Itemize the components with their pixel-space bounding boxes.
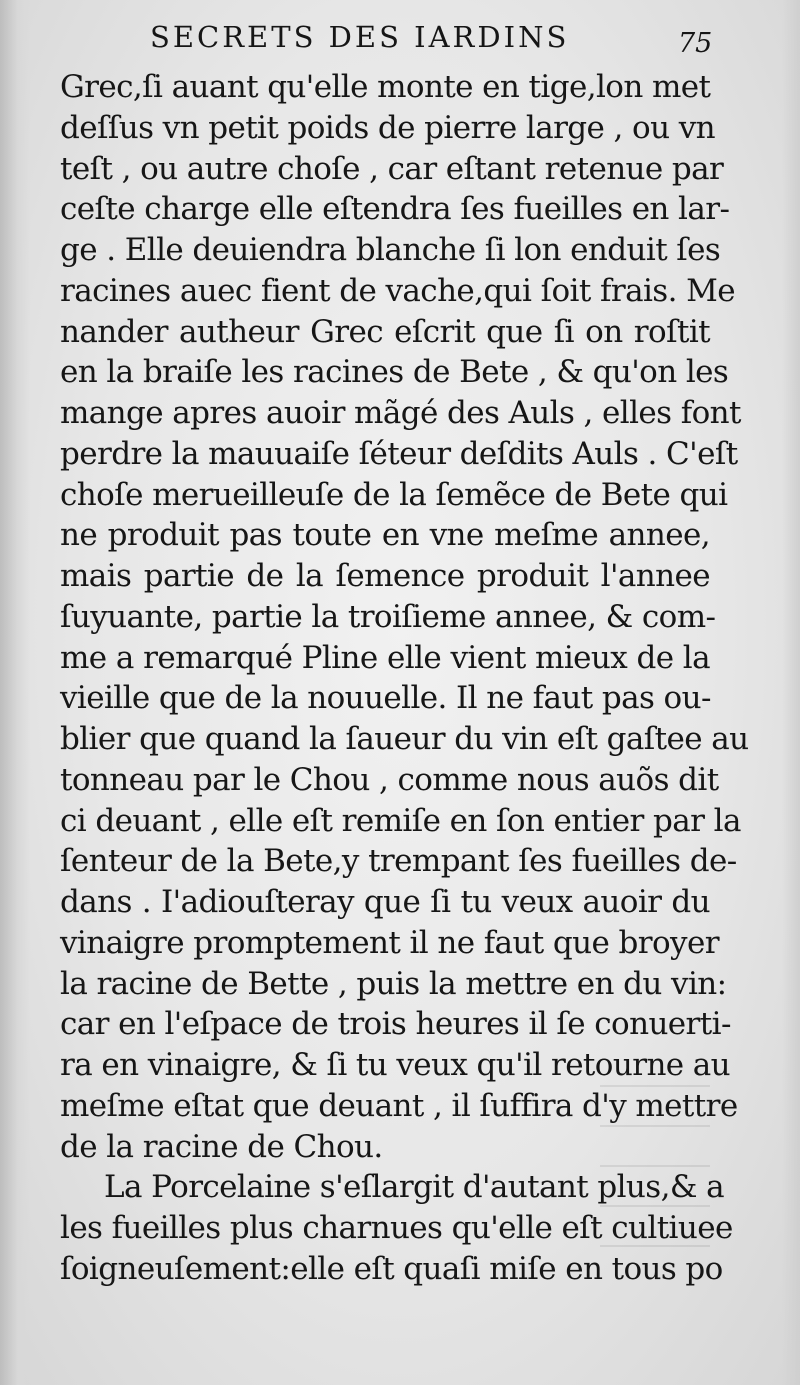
text-line: la racine de Bette , puis la mettre en du vin:: [60, 965, 727, 1002]
show-through-bleed: [600, 1085, 710, 1275]
text-line: vieille que de la nouuelle. Il ne faut pas ou-: [60, 680, 711, 717]
text-line: ſoigneuſement:elle eſt quaſi miſe en tous po: [60, 1250, 723, 1287]
text-line: ſenteur de la Bete,y trempant ſes fueilles de-: [60, 843, 737, 880]
text-line: nander autheur Grec eſcrit que ſi on roſtit: [60, 313, 710, 350]
text-line: ci deuant , elle eſt remiſe en ſon entier par la: [60, 802, 741, 839]
paragraph-end-line: de la racine de Chou.: [60, 1128, 383, 1165]
text-line: ſuyuante, partie la troiſieme annee, & com-: [60, 598, 716, 635]
text-line: dans . I'adiouſteray que ſi tu veux auoir du: [60, 884, 710, 920]
text-line: choſe merueilleuſe de la ſemẽce de Bete qui: [60, 476, 728, 513]
text-line: me a remarqué Pline elle vient mieux de la: [60, 639, 710, 676]
text-line: tonneau par le Chou , comme nous auõs dit: [60, 761, 719, 798]
text-line: ceſte charge elle eſtendra ſes fueilles en lar-: [60, 191, 730, 228]
text-line: Grec,ſi auant qu'elle monte en tige,lon met: [60, 69, 711, 105]
text-line: blier que quand la ſaueur du vin eſt gaſtee au: [60, 721, 749, 757]
text-line: mais partie de la ſemence produit l'annee: [60, 558, 710, 594]
text-line: en la braiſe les racines de Bete , & qu'on les: [60, 354, 729, 391]
text-line: ge . Elle deuiendra blanche ſi lon enduit ſes: [60, 232, 721, 268]
gutter-shadow: [0, 0, 30, 1385]
text-line: vinaigre promptement il ne faut que broyer: [60, 924, 719, 961]
text-line: ra en vinaigre, & ſi tu veux qu'il retourne au: [60, 1047, 731, 1083]
text-line: teſt , ou autre choſe , car eſtant retenue par: [60, 150, 724, 187]
text-line: racines auec fient de vache,qui ſoit frais. Me: [60, 272, 735, 309]
text-line: deſſus vn petit poids de pierre large , ou vn: [60, 109, 716, 146]
text-line: les fueilles plus charnues qu'elle eſt cultiuee: [60, 1210, 733, 1246]
text-line: mange apres auoir mãgé des Auls , elles font: [60, 395, 741, 431]
paragraph-first-line: La Porcelaine s'eſlargit d'autant plus,& a: [104, 1169, 724, 1206]
text-line: meſme eſtat que deuant , il ſuffira d'y mettre: [60, 1087, 738, 1124]
text-line: ne produit pas toute en vne meſme annee,: [60, 517, 710, 554]
page-number: 75: [678, 28, 713, 59]
running-title: SECRETS DES IARDINS: [150, 20, 570, 54]
text-line: perdre la mauuaiſe ſéteur deſdits Auls . C'eſt: [60, 435, 738, 472]
page-edge-shadow: [782, 0, 800, 1385]
text-line: car en l'eſpace de trois heures il ſe conuerti-: [60, 1006, 731, 1043]
